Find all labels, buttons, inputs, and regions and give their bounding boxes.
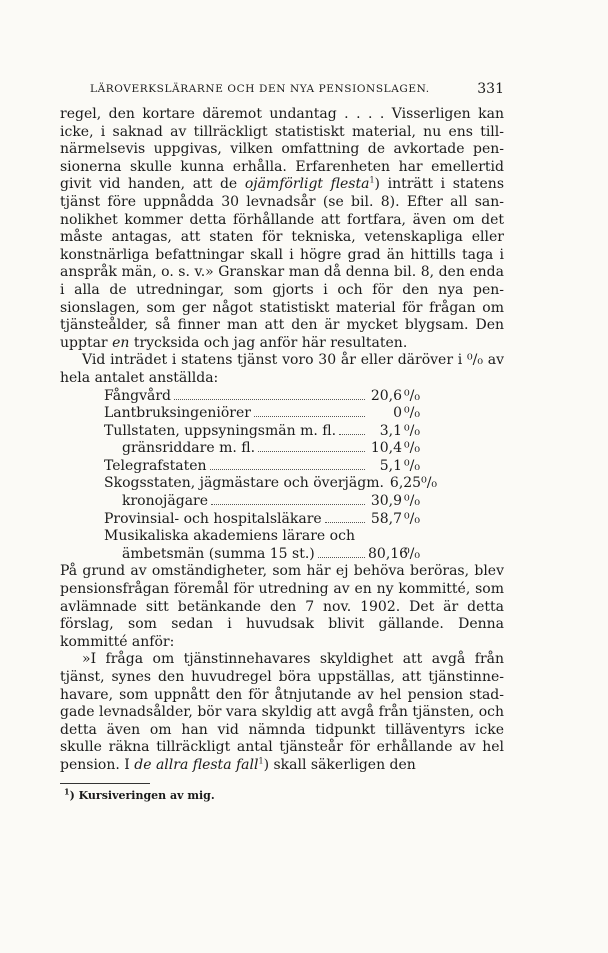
stats-unit: ⁰/₀ — [404, 405, 420, 422]
stats-value: 10,4 — [370, 440, 402, 457]
leader-dots — [254, 415, 365, 417]
stats-unit: ⁰/₀ — [404, 387, 420, 404]
stats-unit: ⁰/₀ — [404, 493, 420, 510]
leader-dots — [339, 433, 365, 435]
stats-unit: ⁰/₀ — [404, 545, 420, 562]
leader-dots — [325, 521, 365, 523]
stats-value: 0 — [393, 405, 402, 422]
stats-unit: ⁰/₀ — [421, 475, 438, 492]
paragraph-1-text-c: trycksida och jag anför här resultaten. — [129, 334, 408, 351]
paragraph-4-text-a: »I fråga om tjänstinnehavares skyldighet att avgå från tjänst, synes den huvudregel böra uppställas, att tjänstinne-havare, som uppnått den för åtnjutande av hel pension stad-gade levnadsålder, bör vara skyldig att avgå från tjänsten, och detta även om han vid nämnda tidpunkt tilläventyrs icke skulle räkna tillräckligt antal tjänsteår för erhållande av hel pension. I — [60, 651, 504, 773]
body-text — [60, 106, 504, 775]
stats-label-continued: ämbetsmän (summa 15 st.) — [122, 545, 315, 562]
stats-value: 80,16 — [368, 545, 409, 562]
paragraph-4 — [60, 651, 504, 774]
stats-unit: ⁰/₀ — [404, 510, 420, 527]
paragraph-4-text-b: ) skall säkerligen den — [263, 756, 416, 773]
stats-label: Tullstaten, uppsyningsmän m. fl. — [104, 422, 337, 439]
footnote-rule — [60, 783, 150, 784]
stats-value: 58,7 — [370, 510, 402, 527]
stats-row — [60, 493, 420, 511]
stats-row-continuation — [104, 546, 420, 564]
stats-value: 3,1 — [379, 422, 402, 439]
stats-list — [60, 388, 504, 564]
paragraph-1-text-b: ) inträtt i statens tjänst före uppnådda 30 levnadsår (se bil. 8). Efter all san-nolikhet kommer detta förhållande att fortfara, även om det måste antagas, att staten för tekniska, vetenskapliga eller konstnärliga befattningar skall i högre grad än hittills taga i anspråk män, o. s. v.» Granskar man då denna bil. 8, den enda i alla de utredningar, som gjorts i och för den nya pen-sionslagen, som ger något statistiskt material för frågan om tjänsteålder, så finner man att den är mycket blygsam. Den upptar — [60, 176, 505, 351]
stats-value: 20,6 — [370, 387, 402, 404]
stats-row — [60, 458, 420, 476]
paragraph-1-italic-phrase: ojämförligt flesta — [244, 176, 370, 193]
stats-row — [60, 511, 420, 529]
leader-dots — [211, 503, 365, 505]
paragraph-4-italic-phrase: de allra flesta fall — [134, 756, 259, 773]
stats-row — [60, 528, 420, 563]
running-head — [60, 78, 504, 100]
paragraph-3: På grund av omständigheter, som här ej behöva beröras, blev pensionsfrågan föremål för utredning av en ny kommitté, som avlämnade sitt betänkande den 7 nov. 1902. Det är detta förslag, som sedan i huvudsak blivit gällande. Denna kommitté anför: — [60, 563, 504, 650]
stats-unit: ⁰/₀ — [404, 457, 420, 474]
stats-label: Provinsial- och hospitalsläkare — [104, 510, 322, 527]
stats-unit: ⁰/₀ — [404, 422, 420, 439]
leader-dots — [210, 468, 365, 470]
leader-dots — [258, 450, 365, 452]
running-title: LÄROVERKSLÄRARNE OCH DEN NYA PENSIONSLAGEN. — [90, 83, 430, 95]
leader-dots — [174, 398, 365, 400]
footnote-text: ) Kursiveringen av mig. — [69, 788, 215, 802]
stats-label: Lantbruksingeniörer — [104, 405, 251, 422]
stats-row — [60, 423, 420, 441]
stats-value: 6,25 — [389, 475, 422, 492]
stats-value: 30,9 — [370, 493, 402, 510]
stats-unit: ⁰/₀ — [404, 440, 420, 457]
paragraph-2: Vid inträdet i statens tjänst voro 30 år eller däröver i ⁰/₀ av hela antalet anställda: — [60, 352, 504, 386]
paragraph-1 — [60, 106, 504, 352]
stats-label: gränsriddare m. fl. — [122, 440, 256, 457]
stats-row — [60, 475, 438, 493]
stats-row — [60, 405, 420, 423]
paragraph-1-italic-word: en — [112, 334, 130, 351]
stats-row — [60, 388, 420, 406]
footnote-marker: 1 — [64, 785, 70, 796]
stats-value: 5,1 — [379, 457, 402, 474]
paragraph-1-text-a: regel, den kortare däremot undantag . . . . Visserligen kan icke, i saknad av tillräckligt statistiskt material, nu ens till-närmelsevis uppgivas, vilken omfattning de avkortade pen-sionerna skulle kunna erhålla. Erfarenheten har emellertid givit vid handen, att de — [60, 106, 504, 193]
stats-label: Musikaliska akademiens lärare och — [104, 528, 355, 545]
page — [60, 78, 504, 804]
footnote — [60, 785, 504, 804]
stats-label: kronojägare — [122, 493, 209, 510]
stats-label: Skogsstaten, jägmästare och överjägm. — [104, 475, 384, 492]
stats-label: Telegrafstaten — [104, 457, 207, 474]
page-number: 331 — [477, 81, 504, 97]
footnote-ref: 1 — [369, 175, 375, 185]
leader-dots — [318, 556, 365, 558]
footnote-ref: 1 — [258, 756, 264, 766]
stats-row — [60, 440, 420, 458]
stats-label: Fångvård — [104, 387, 171, 404]
